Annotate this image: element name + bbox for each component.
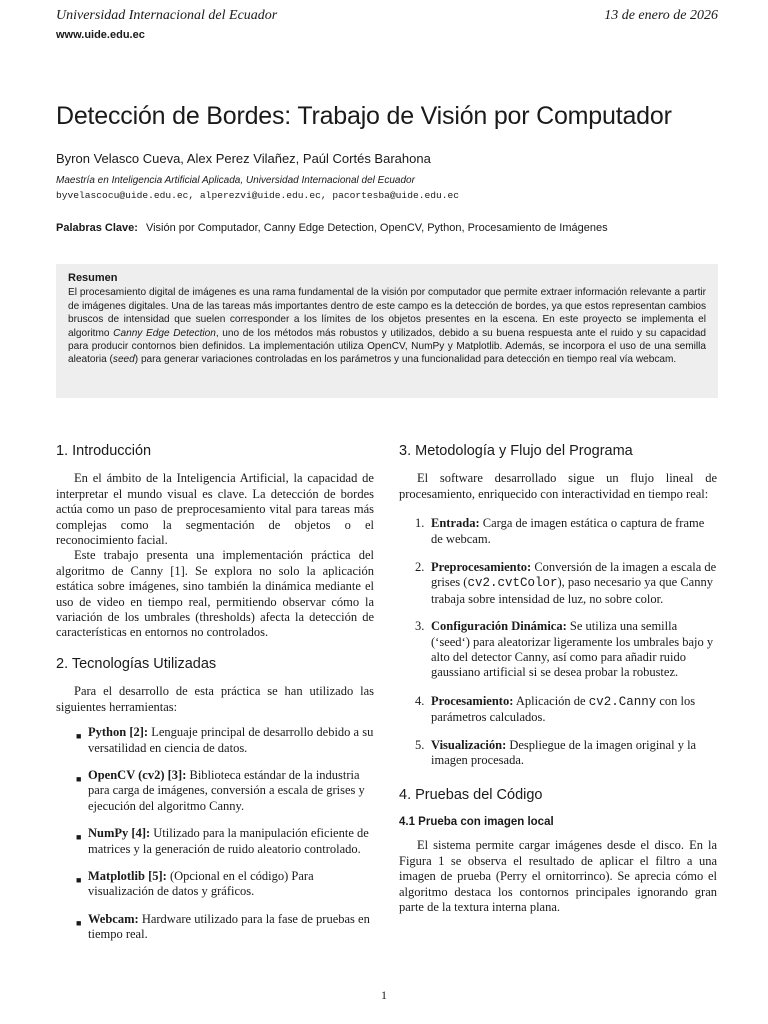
list-item: 4. Procesamiento: Aplicación de cv2.Canny con los parámetros calculados.	[415, 693, 696, 725]
intro-paragraph-2: Este trabajo presenta una implementación práctica del algoritmo de Canny [1]. Se explora no solo la aplicación estática sobre imágenes, sino también la dinámica mediante el uso de video en tiempo real, permitiendo observar cómo la variación de los umbrales (thresholds) afecta la detección de características en entornos no controlados.	[56, 548, 374, 640]
list-item: ■ Matplotlib [5]: (Opcional en el código) Para visualización de datos y gráficos.	[76, 868, 314, 899]
list-item: 5. Visualización: Despliegue de la imagen original y la imagen procesada.	[415, 737, 697, 768]
list-item: ■ Python [2]: Lenguaje principal de desarrollo debido a su versatilidad en ciencia de datos.	[76, 725, 374, 755]
keywords-text: Visión por Computador, Canny Edge Detection, OpenCV, Python, Procesamiento de Imágenes	[145, 222, 608, 234]
section-heading-tech: 2. Tecnologías Utilizadas	[56, 655, 217, 672]
bullet-icon: ■	[76, 832, 82, 843]
author-emails: byvelascocu@uide.edu.ec, alperezvi@uide.edu.ec, pacortesba@uide.edu.ec	[56, 190, 460, 201]
header-institution: Universidad Internacional del Ecuador	[56, 8, 278, 23]
list-item: ■ NumPy [4]: Utilizado para la manipulación eficiente de matrices y la generación de ruido aleatorio controlado.	[76, 826, 369, 856]
left-column	[56, 444, 374, 955]
list-item: 2. Preprocesamiento: Conversión de la imagen a escala de grises (cv2.cvtColor), paso necesario ya que Canny trabaja sobre intensidad de luz, no sobre color.	[415, 560, 717, 606]
authors: Byron Velasco Cueva, Alex Perez Vilañez, Paúl Cortés Barahona	[56, 151, 431, 166]
tech-intro: Para el desarrollo de esta práctica se han utilizado las siguientes herramientas:	[56, 684, 374, 714]
bullet-icon: ■	[76, 773, 82, 784]
tech-list	[56, 725, 374, 942]
bullet-icon: ■	[76, 874, 82, 885]
right-column	[399, 444, 717, 915]
header-date: 13 de enero de 2026	[604, 8, 718, 23]
intro-paragraph-1: En el ámbito de la Inteligencia Artificial, la capacidad de interpretar el mundo visual es clave. La detección de bordes actúa como un paso de preprocesamiento vital para tareas más complejas como la segmentación de objetos o el reconocimiento facial.	[56, 471, 374, 548]
abstract-box	[56, 264, 718, 398]
bullet-icon: ■	[76, 731, 82, 742]
list-item: 1. Entrada: Carga de imagen estática o captura de frame de webcam.	[415, 516, 705, 546]
tests-paragraph: El sistema permite cargar imágenes desde el disco. En la Figura 1 se observa el resultado de aplicar el filtro a una imagen de prueba (Perry el ornitorrinco). Se aprecia cómo el algoritmo destaca los contornos principales ignorando gran parte de la textura interna plana.	[399, 838, 717, 914]
keywords-label: Palabras Clave:	[56, 222, 138, 234]
list-item: ■ Webcam: Hardware utilizado para la fase de pruebas en tiempo real.	[76, 911, 370, 942]
method-intro: El software desarrollado sigue un flujo lineal de procesamiento, enriquecido con interactividad en tiempo real:	[399, 471, 717, 501]
subsection-heading-local-image: 4.1 Prueba con imagen local	[399, 815, 554, 828]
affiliation: Maestría en Inteligencia Artificial Aplicada, Universidad Internacional del Ecuador	[56, 175, 415, 186]
list-item: ■ OpenCV (cv2) [3]: Biblioteca estándar de la industria para carga de imágenes, conversión a escala de grises y ejecución del algoritmo Canny.	[76, 767, 365, 813]
section-heading-method: 3. Metodología y Flujo del Programa	[399, 443, 633, 459]
keywords	[56, 222, 608, 234]
bullet-icon: ■	[76, 917, 82, 928]
section-heading-intro: 1. Introducción	[56, 443, 152, 459]
abstract-text: El procesamiento digital de imágenes es una rama fundamental de la visión por computador que permite extraer información relevante a partir de imágenes digitales. Una de las tareas más importantes dentro de este campo es la detección de bordes, ya que estos representan cambios bruscos de intensidad que suelen corresponder a los límites de los objetos presentes en la escena. En este proyecto se implementa el algoritmo Canny Edge Detection, uno de los métodos más robustos y utilizados, debido a su buena respuesta ante el ruido y su capacidad para producir contornos bien definidos. La implementación utiliza OpenCV, NumPy y Matplotlib. Además, se incorpora el uso de una semilla aleatoria (seed) para generar variaciones controladas en los parámetros y una funcionalidad para detección en tiempo real vía webcam.	[68, 287, 706, 366]
list-item: 3. Configuración Dinámica: Se utiliza una semilla (‘seed‘) para aleatorizar ligeramente los umbrales bajo y alto del detector Canny, así como para añadir ruido gaussiano artificial si se desea probar la robustez.	[415, 619, 714, 680]
method-steps	[399, 516, 717, 769]
header-url[interactable]: www.uide.edu.ec	[56, 29, 145, 41]
abstract-title: Resumen	[68, 272, 118, 284]
section-heading-tests: 4. Pruebas del Código	[399, 786, 543, 803]
paper-title: Detección de Bordes: Trabajo de Visión por Computador	[56, 102, 672, 130]
page-number: 1	[381, 988, 387, 1002]
